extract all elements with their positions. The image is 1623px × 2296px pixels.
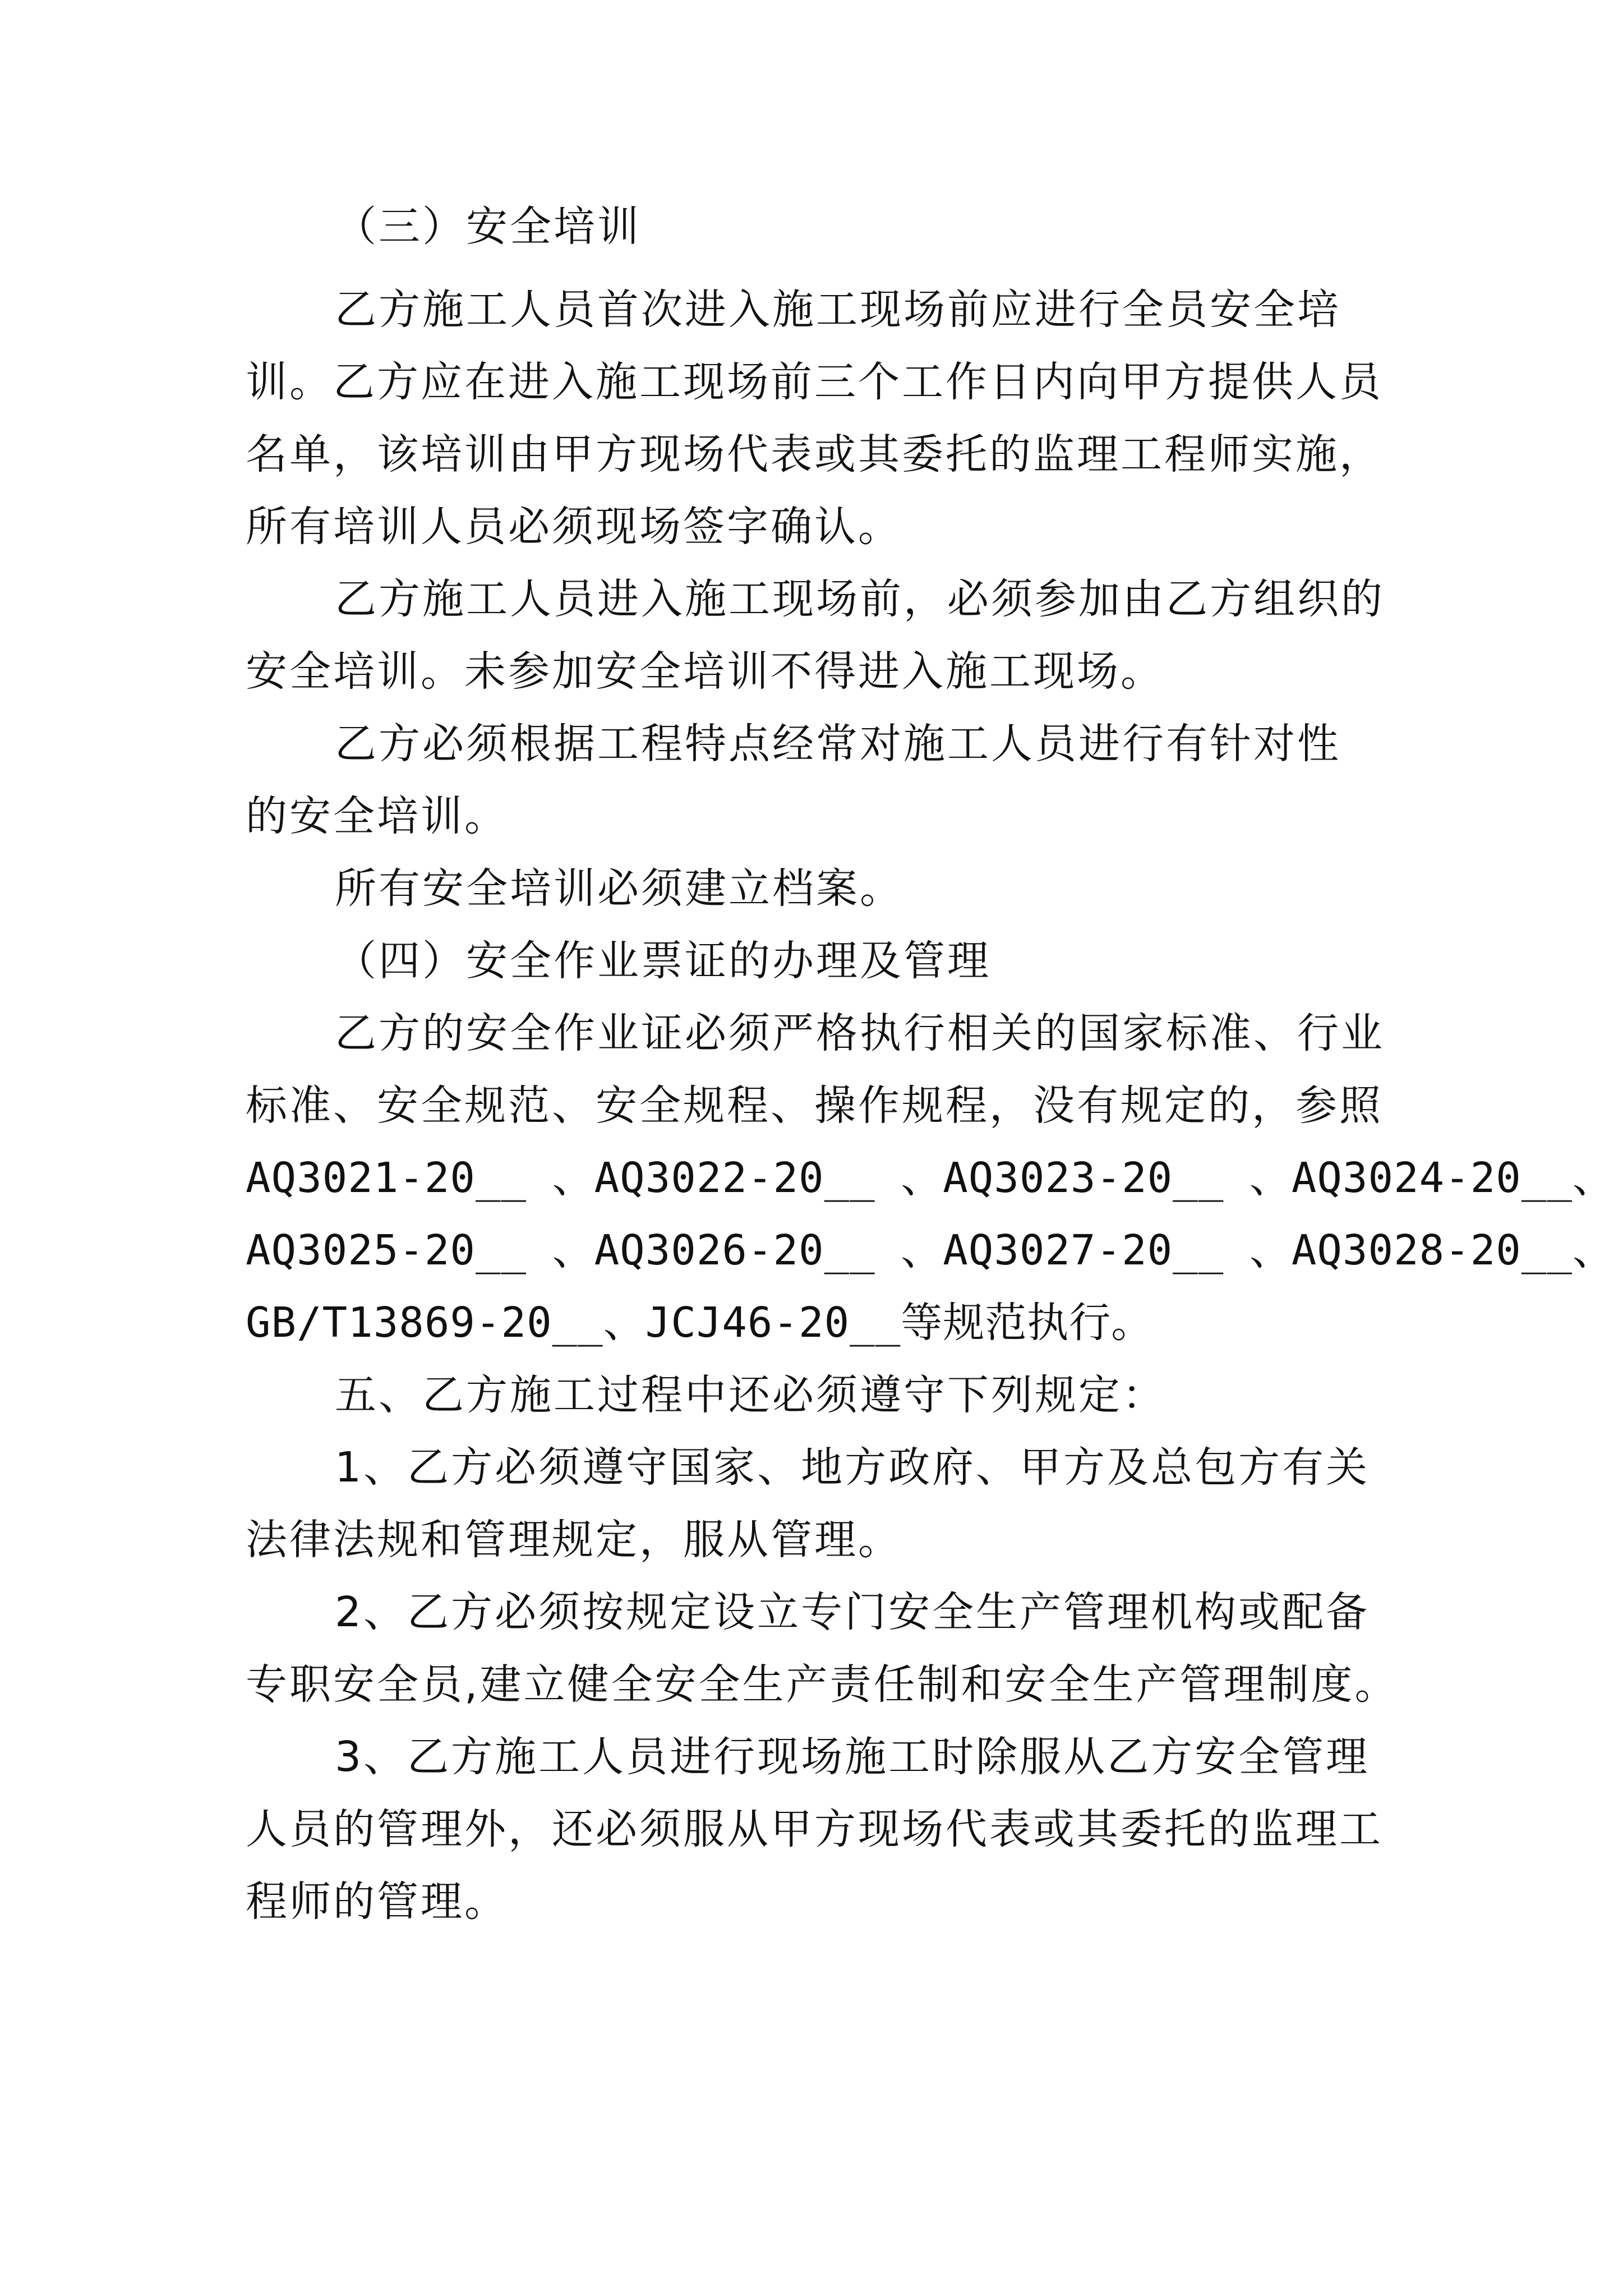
paragraph-line: 乙方必须根据工程特点经常对施工人员进行有针对性 [335,720,1341,768]
paragraph-line: 法律法规和管理规定，服从管理。 [246,1516,902,1564]
paragraph-line: 的安全培训。 [246,792,508,840]
paragraph-line: 2、乙方必须按规定设立专门安全生产管理机构或配备 [335,1588,1370,1636]
paragraph-line: 标准、安全规范、安全规程、操作规程，没有规定的，参照 [246,1082,1383,1130]
paragraph-line: 3、乙方施工人员进行现场施工时除服从乙方安全管理 [335,1733,1370,1781]
paragraph-line: 1、乙方必须遵守国家、地方政府、甲方及总包方有关 [335,1443,1370,1492]
section-heading-safety-training: （三）安全培训 [335,203,641,251]
paragraph-line: 程师的管理。 [246,1878,508,1926]
standards-line: AQ3021-20__ 、AQ3022-20__ 、AQ3023-20__ 、AQ3024-20__、 [246,1154,1615,1202]
paragraph-line: 人员的管理外，还必须服从甲方现场代表或其委托的监理工 [246,1805,1383,1853]
paragraph-line: 乙方施工人员进入施工现场前，必须参加由乙方组织的 [335,575,1385,623]
paragraph-line: 训。乙方应在进入施工现场前三个工作日内向甲方提供人员 [246,358,1383,406]
paragraph-line: 名单，该培训由甲方现场代表或其委托的监理工程师实施， [246,430,1383,478]
paragraph-line: 所有培训人员必须现场签字确认。 [246,503,902,551]
section-heading-regulations: 五、乙方施工过程中还必须遵守下列规定： [335,1371,1166,1419]
paragraph-line: 乙方施工人员首次进入施工现场前应进行全员安全培 [335,286,1341,334]
paragraph-line: 安全培训。未参加安全培训不得进入施工现场。 [246,647,1164,696]
section-heading-work-permits: （四）安全作业票证的办理及管理 [335,937,991,985]
paragraph-line: 所有安全培训必须建立档案。 [335,864,903,913]
paragraph-line: 乙方的安全作业证必须严格执行相关的国家标准、行业 [335,1009,1385,1057]
standards-line: GB/T13869-20__、JCJ46-20__等规范执行。 [246,1299,1154,1347]
paragraph-line: 专职安全员,建立健全安全生产责任制和安全生产管理制度。 [246,1660,1399,1709]
standards-line: AQ3025-20__ 、AQ3026-20__ 、AQ3027-20__ 、AQ3028-20__、 [246,1226,1615,1274]
